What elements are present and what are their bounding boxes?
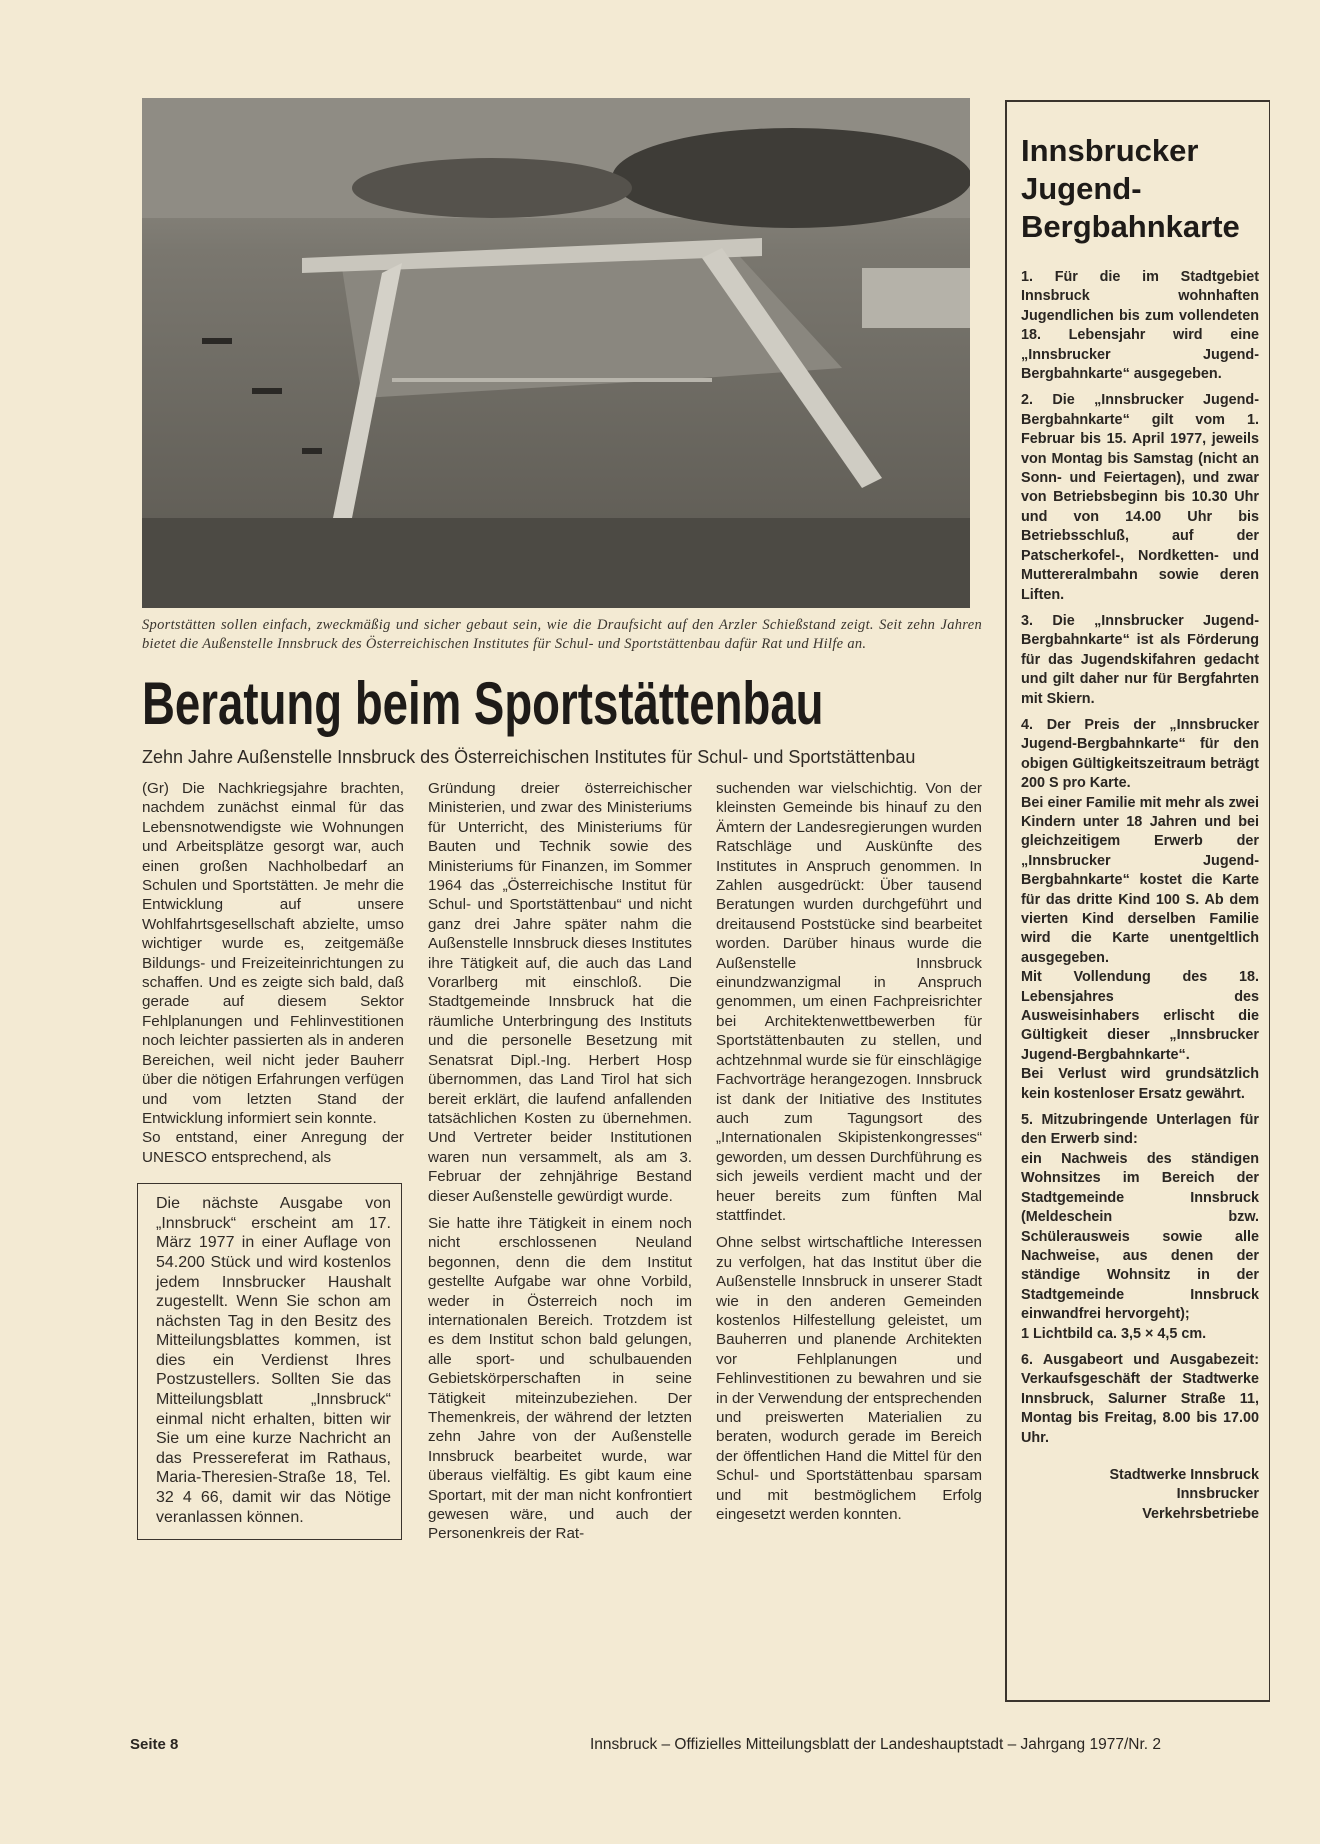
signature-line: Verkehrsbetriebe [1142, 1505, 1259, 1522]
sidebar-paragraph: 1. Für die im Stadtgebiet Innsbruck wohnhaften Jugendlichen bis zum vollendeten 18. Lebensjahr wird eine „Innsbrucker Jugend-Bergbahnkarte“ ausgegeben. [1021, 269, 1259, 383]
sidebar-paragraph: ein Nachweis des ständigen Wohnsitzes im Bereich der Stadtgemeinde Innsbruck (Meldeschein bzw. Schülerausweis sowie alle Nachweise, aus denen der ständige Wohnsitz in der Stadtgemeinde Innsbruck einwandfrei hervorgeht); [1021, 1150, 1259, 1323]
photo-caption: Sportstätten sollen einfach, zweckmäßig und sicher gebaut sein, wie die Draufsicht auf den Arzler Schießstand zeigt. Seit zehn Jahren bietet die Außenstelle Innsbruck des Österreichischen Institutes für Schul- und Sportstättenbau dafür Rat und Hilfe an. [142, 617, 982, 652]
sidebar-paragraph: 4. Der Preis der „Innsbrucker Jugend-Bergbahnkarte“ für den obigen Gültigkeitszeitraum beträgt 200 S pro Karte. [1021, 716, 1259, 792]
article-columns [142, 779, 982, 1544]
sidebar-paragraph: 1 Lichtbild ca. 3,5 × 4,5 cm. [1021, 1325, 1207, 1342]
paragraph: suchenden war vielschichtig. Von der kleinsten Gemeinde bis hinauf zu den Ämtern der Landesregierungen wurden Ratschläge und Auskünfte des Institutes in Anspruch genommen. In Zahlen ausgedrückt: Über tausend Beratungen wurden durchgeführt und dreitausend Poststücke sind bearbeitet worden. Darüber hinaus wurde die Außenstelle Innsbruck einundzwanzigmal in Anspruch genommen, um einen Fachpreisrichter bei Architektenwettbewerben für Sportstättenbauten zu stellen, und achtzehnmal wurde sie für einschlägige Fachvorträge herangezogen. Innsbruck ist dank der Initiative des Institutes auch zum Tagungsort des „Internationalen Skipistenkongresses“ geworden, um dessen Durchführung es sich jeweils verdient macht und der heuer bereits zum fünften Mal stattfindet. [716, 780, 982, 1224]
shooting-range-aerial-photo [142, 98, 970, 608]
sidebar-paragraph: 6. Ausgabeort und Ausgabezeit: Verkaufsgeschäft der Stadtwerke Innsbruck, Salurner Straße 11, Montag bis Freitag, 8.00 bis 17.00 Uhr. [1021, 1351, 1259, 1446]
paragraph: (Gr) Die Nachkriegsjahre brachten, nachdem zunächst einmal für das Lebensnotwendigste wie Wohnungen und Arbeitsplätze gesorgt war, auch einen großen Nachholbedarf an Schulen und Sportstätten. Je mehr die Entwicklung auf unsere Wohlfahrtsgesellschaft abzielte, umso wichtiger wurde es, zeitgemäße Bildungs- und Freizeiteinrichtungen zu schaffen. Und es zeigte sich bald, daß gerade auf diesem Sektor Fehlplanungen und Fehlinvestitionen noch leichter passierten als in anderen Bereichen, weil nicht jeder Bauherr über die nötigen Erfahrungen verfügen und vom letzten Stand der Entwicklung informiert sein konnte. [142, 780, 404, 1127]
headline-area [142, 668, 982, 746]
article-photo [142, 98, 970, 608]
publication-line: Innsbruck – Offizielles Mitteilungsblatt der Landeshauptstadt – Jahrgang 1977/Nr. 2 [590, 1736, 1161, 1753]
article-column-3 [716, 779, 982, 1524]
sidebar-paragraph: 3. Die „Innsbrucker Jugend-Bergbahnkarte“ ist als Förderung für das Jugendskifahren gedacht und gilt daher nur für Bergfahrten mit Skiern. [1021, 612, 1259, 707]
next-issue-notice-box: Die nächste Ausgabe von „Innsbruck“ erscheint am 17. März 1977 in einer Auflage von 54.200 Stück und wird kostenlos jedem Innsbrucker Haushalt zugestellt. Wenn Sie schon am nächsten Tag in den Besitz des Mitteilungsblattes kommen, ist dies ein Verdienst Ihres Postzustellers. Sollten Sie das Mitteilungsblatt „Innsbruck“ einmal nicht erhalten, bitten wir Sie um eine kurze Nachricht an das Pressereferat im Rathaus, Maria-Theresien-Straße 18, Tel. 32 4 66, damit wir das Nötige veranlassen können. [137, 1183, 402, 1540]
paragraph: Ohne selbst wirtschaftliche Interessen zu verfolgen, hat das Institut über die Außenstelle Innsbruck in unserer Stadt wie in den anderen Gemeinden kostenlos Hilfestellung geleistet, um Bauherren und planende Architekten vor Fehlplanungen und Fehlinvestitionen zu bewahren und sie in der Verwendung der entsprechenden und preiswerten Materialien zu beraten, wodurch gerade im Bereich der öffentlichen Hand die Mittel für den Schul- und Sportstättenbau sparsam und mit bestmöglichem Erfolg eingesetzt werden konnten. [716, 1234, 982, 1524]
article-column-1 [142, 779, 404, 1540]
article-column-2 [428, 779, 692, 1544]
article-headline: Beratung beim Sportstättenbau [142, 670, 824, 737]
article-subtitle: Zehn Jahre Außenstelle Innsbruck des Österreichischen Institutes für Schul- und Sportstättenbau [142, 747, 916, 767]
sidebar-paragraph: Bei einer Familie mit mehr als zwei Kindern unter 18 Jahren und bei gleichzeitigem Erwerb der „Innsbrucker Jugend-Bergbahnkarte“ kostet die Karte für das dritte Kind 100 S. Ab dem vierten Kind derselben Familie wird die Karte unentgeltlich ausgegeben. [1021, 794, 1259, 966]
signature-line: Innsbrucker [1176, 1486, 1259, 1503]
sidebar-title: Innsbrucker Jugend-Bergbahnkarte [1021, 133, 1240, 244]
paragraph: Gründung dreier österreichischer Ministerien, und zwar des Ministeriums für Unterricht, des Ministeriums für Bauten und Technik sowie des Ministeriums für Finanzen, im Sommer 1964 das „Österreichische Institut für Schul- und Sportstättenbau“ und nicht ganz drei Jahre später nahm die Außenstelle Innsbruck dieses Institutes ihre Tätigkeit auf, die auch das Land Vorarlberg mit einschloß. Die Stadtgemeinde Innsbruck hat die räumliche Unterbringung des Instituts und die personelle Besetzung mit Senatsrat Dipl.-Ing. Herbert Hosp übernommen, das Land Tirol hat sich bereit erklärt, die laufend anfallenden tatsächlichen Kosten zu übernehmen. Und Vertreter beider Institutionen waren nun versammelt, als am 3. Februar der zehnjährige Bestand dieser Außenstelle gewürdigt wurde. [428, 780, 692, 1205]
article [142, 616, 982, 1544]
paragraph: Sie hatte ihre Tätigkeit in einem noch nicht erschlossenen Neuland begonnen, denn die dem Institut gestellte Aufgabe war ohne Vorbild, weder in Österreich noch im internationalen Bereich. Trotzdem ist es dem Institut schon bald gelungen, alle sport- und schulbauenden Gebietskörperschaften in seine Tätigkeit miteinzubeziehen. Der Themenkreis, der während der letzten zehn Jahre von der Außenstelle Innsbruck bearbeitet wurde, war überaus vielfältig. Es gibt kaum eine Sportart, mit der man nicht konfrontiert gewesen wäre, und auch der Personenkreis der Rat- [428, 1214, 692, 1543]
paragraph: So entstand, einer Anregung der UNESCO entsprechend, als [142, 1129, 404, 1166]
sidebar-paragraph: Mit Vollendung des 18. Lebensjahres des Ausweisinhabers erlischt die Gültigkeit dieser „Innsbrucker Jugend-Bergbahnkarte“. [1021, 969, 1259, 1063]
sidebar-box [1005, 100, 1270, 1702]
sidebar-paragraph: Bei Verlust wird grundsätzlich kein kostenloser Ersatz gewährt. [1021, 1066, 1259, 1102]
signature-line: Stadtwerke Innsbruck [1109, 1466, 1259, 1483]
page-number: Seite 8 [130, 1736, 179, 1753]
sidebar-paragraph: 2. Die „Innsbrucker Jugend-Bergbahnkarte“ gilt vom 1. Februar bis 15. April 1977, jeweils von Montag bis Samstag (nicht an Sonn- und Feiertagen), und zwar von Betriebsbeginn bis 10.30 Uhr und von 14.00 Uhr bis Betriebsschluß, auf der Patscherkofel-, Nordketten- und Muttereralmbahn sowie deren Liften. [1021, 392, 1259, 603]
sidebar-paragraph: 5. Mitzubringende Unterlagen für den Erwerb sind: [1021, 1112, 1259, 1148]
sidebar-signature [1021, 1466, 1259, 1524]
